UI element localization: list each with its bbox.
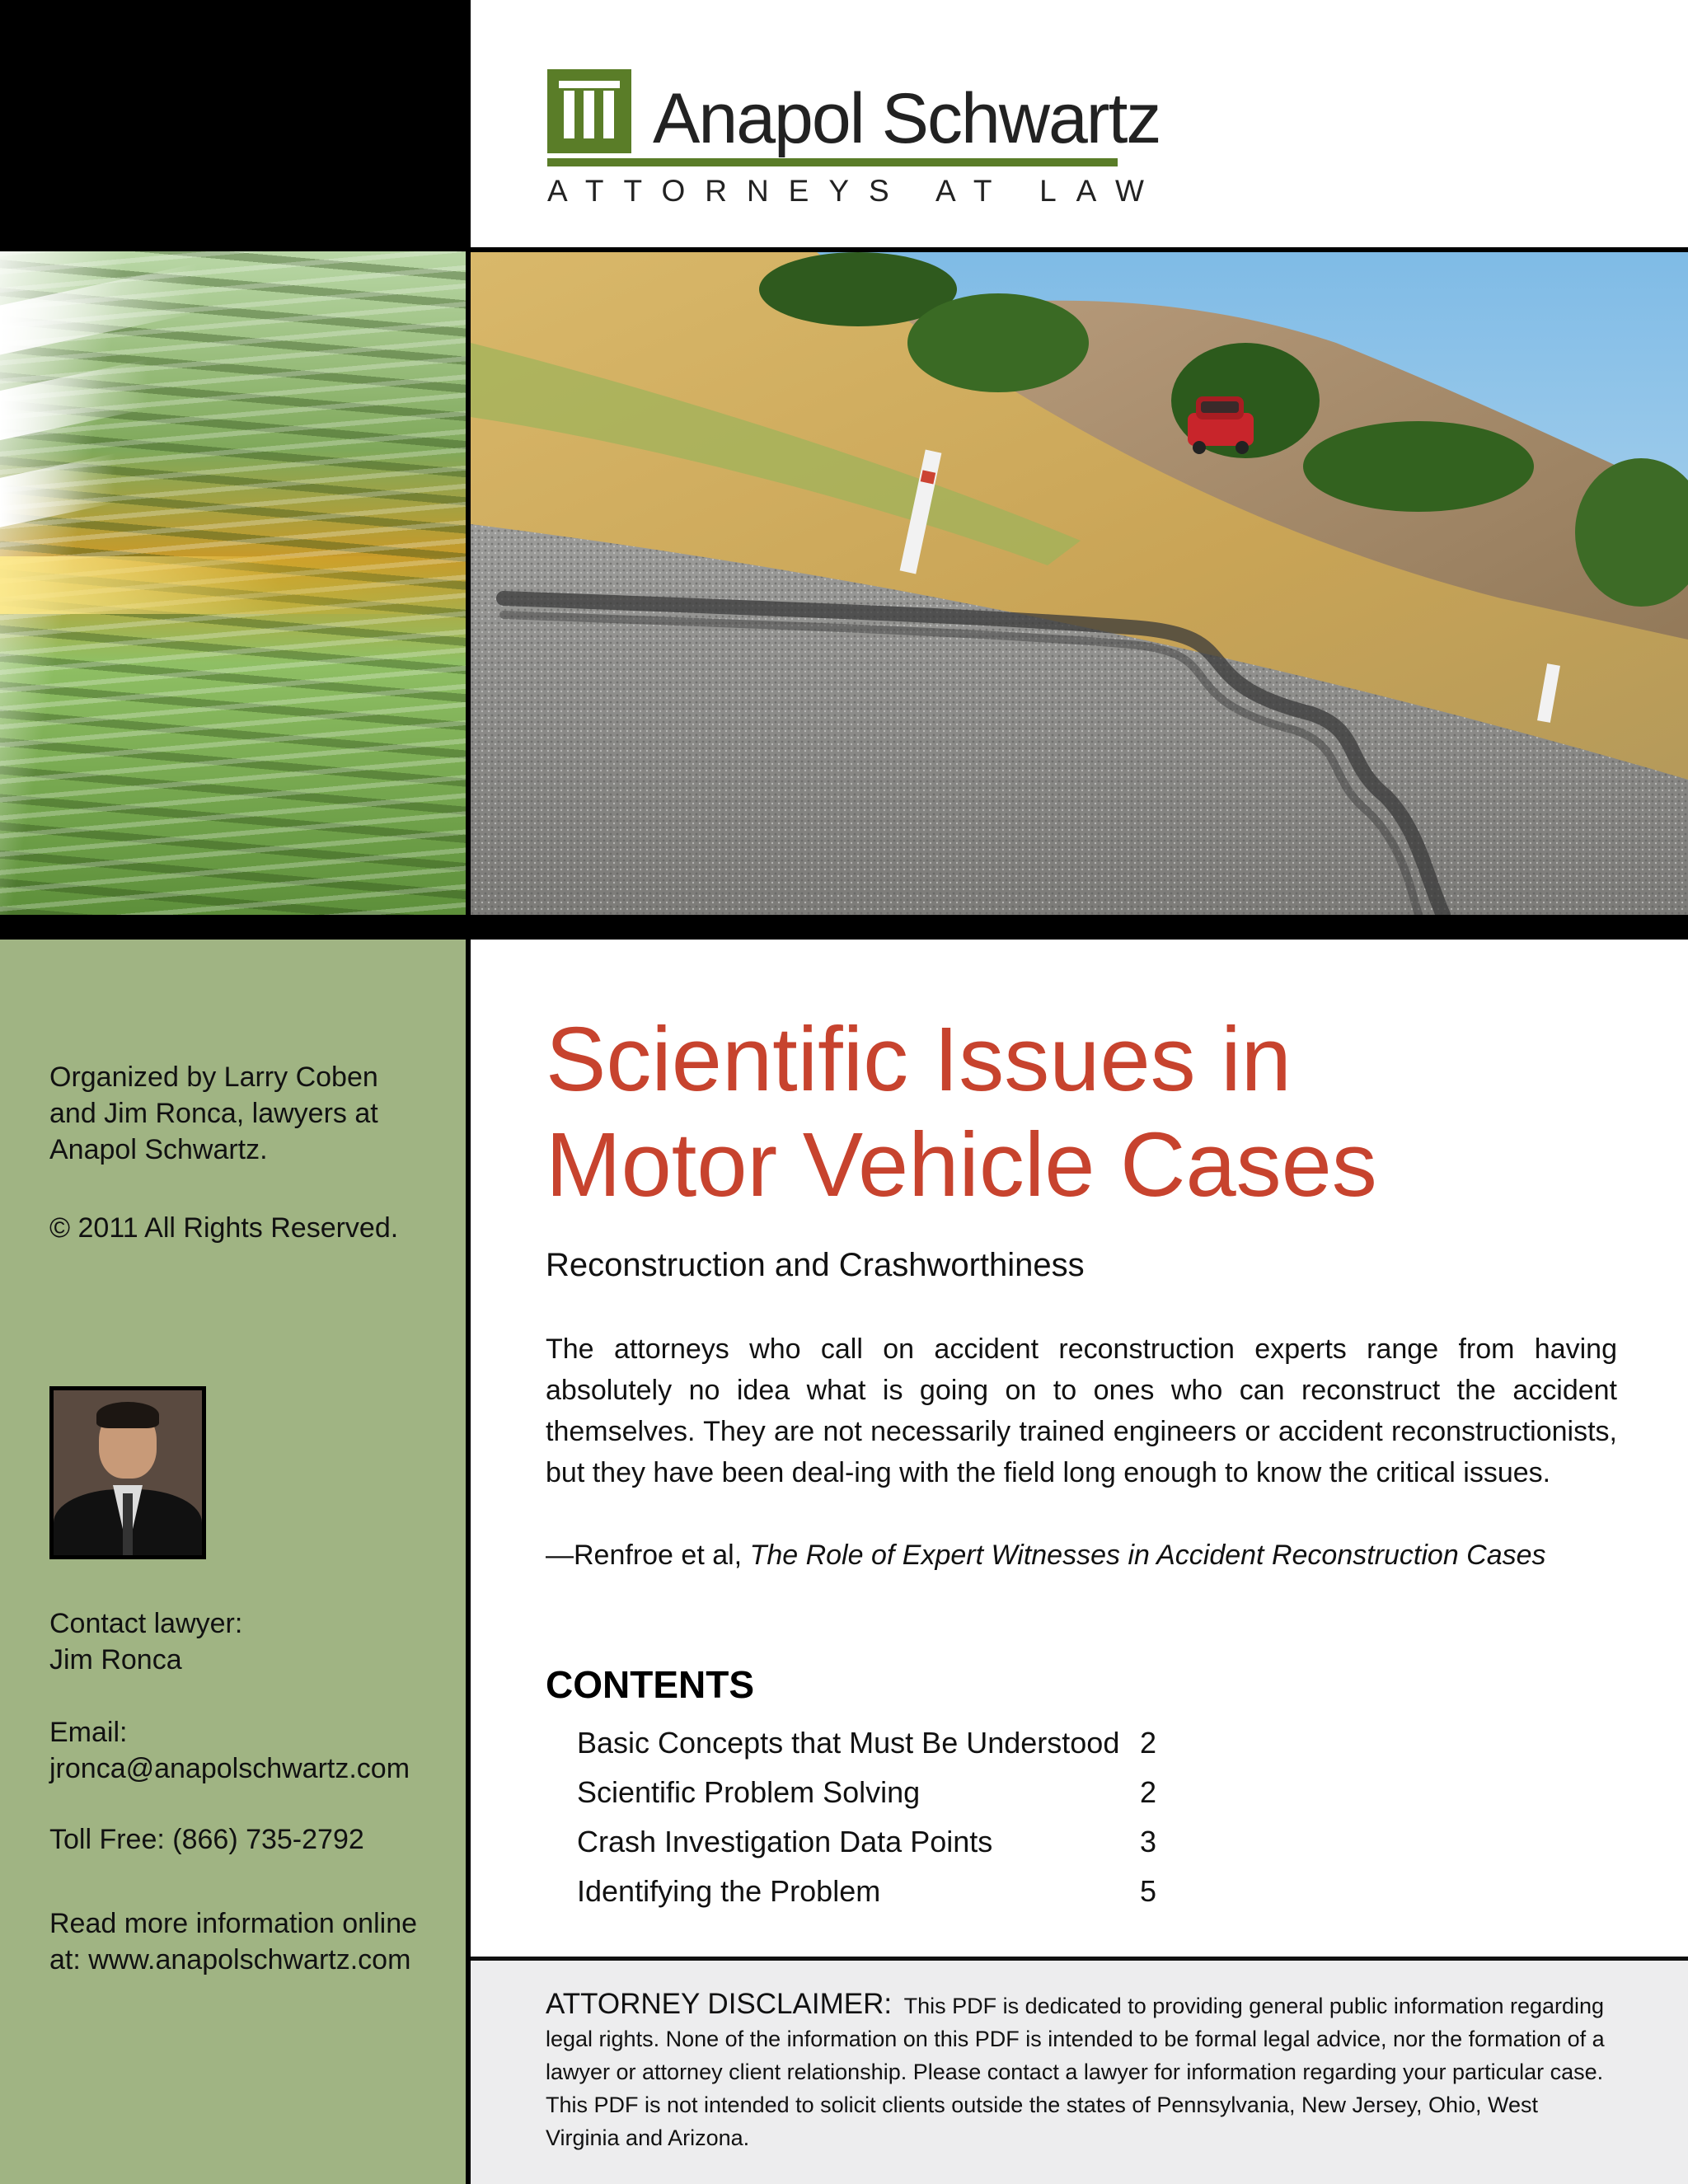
- disclaimer-label: ATTORNEY DISCLAIMER:: [546, 1988, 893, 2020]
- organizer-note: Organized by Larry Coben and Jim Ronca, lawyers at Anapol Schwartz.: [49, 1062, 378, 1165]
- logo-underline: [547, 158, 1118, 166]
- light-streak: [0, 359, 148, 440]
- phone-number: Toll Free: (866) 735-2792: [49, 1824, 364, 1855]
- black-band-left: [0, 915, 466, 940]
- title-line: Scientific Issues in: [546, 1009, 1292, 1110]
- firm-tagline: ATTORNEYS AT LAW: [547, 174, 1164, 208]
- read-more: [49, 1905, 417, 1978]
- firm-logo-icon: [547, 69, 631, 153]
- firm-name: Anapol Schwartz: [653, 79, 1160, 158]
- toc-page: 2: [1140, 1775, 1157, 1809]
- toc-item[interactable]: [577, 1768, 1203, 1817]
- table-of-contents: [577, 1718, 1203, 1916]
- toc-title: Identifying the Problem: [577, 1874, 881, 1908]
- lawyer-portrait: [49, 1386, 206, 1559]
- website-link[interactable]: at: www.anapolschwartz.com: [49, 1944, 411, 1975]
- page-title: [546, 1007, 1667, 1218]
- toc-title: Crash Investigation Data Points: [577, 1825, 993, 1858]
- light-streak: [0, 263, 198, 354]
- toc-title: Basic Concepts that Must Be Understood: [577, 1726, 1120, 1760]
- email-label: Email:: [49, 1717, 128, 1748]
- read-more-line: Read more information online: [49, 1908, 418, 1939]
- toc-item[interactable]: [577, 1718, 1203, 1768]
- light-streak: [0, 453, 115, 527]
- contact-block: [49, 1605, 242, 1678]
- header-black-block: [0, 0, 466, 251]
- toc-page: 5: [1140, 1874, 1157, 1908]
- quote-attribution: [546, 1535, 1546, 1576]
- subtitle: Reconstruction and Crashworthiness: [546, 1247, 1085, 1283]
- toc-item[interactable]: [577, 1867, 1203, 1916]
- light-glow: [0, 556, 466, 614]
- email-link[interactable]: jronca@anapolschwartz.com: [49, 1753, 410, 1784]
- black-band-right: [471, 915, 1688, 940]
- toc-page: 2: [1140, 1726, 1157, 1760]
- contact-name: Jim Ronca: [49, 1644, 182, 1675]
- road-skid-photo: [471, 252, 1688, 915]
- red-car: [1188, 396, 1254, 454]
- contact-label: Contact lawyer:: [49, 1608, 243, 1639]
- toc-title: Scientific Problem Solving: [577, 1775, 921, 1809]
- copyright: © 2011 All Rights Reserved.: [49, 1212, 399, 1244]
- disclaimer-text: [546, 1988, 1617, 2154]
- disclaimer-body: This PDF is dedicated to providing general public information regarding legal rights. None of the information on this PDF is intended to be formal legal advice, nor the formation of a lawyer or attorney client relationship. Please contact a lawyer for information regarding your particular case. This PDF is not intended to solicit clients outside the states of Pennsylvania, New Jersey, Ohio, West Virginia and Arizona.: [546, 1994, 1605, 2150]
- toc-page: 3: [1140, 1825, 1157, 1858]
- attribution-author: —Renfroe et al,: [546, 1540, 750, 1571]
- attribution-title: The Role of Expert Witnesses in Accident Reconstruction Cases: [749, 1540, 1546, 1571]
- epigraph-quote: The attorneys who call on accident reconstruction experts range from having absolutely no idea what is going on to ones who can reconstruct the accident themselves. They are not necessarily trained engineers or accident reconstructionists, but they have been deal-ing with the field long enough to know the critical issues.: [546, 1333, 1617, 1488]
- toc-item[interactable]: [577, 1817, 1203, 1867]
- contents-heading: CONTENTS: [546, 1663, 754, 1706]
- email-block: [49, 1714, 410, 1787]
- title-line: Motor Vehicle Cases: [546, 1114, 1377, 1216]
- motion-blur-photo: [0, 251, 466, 915]
